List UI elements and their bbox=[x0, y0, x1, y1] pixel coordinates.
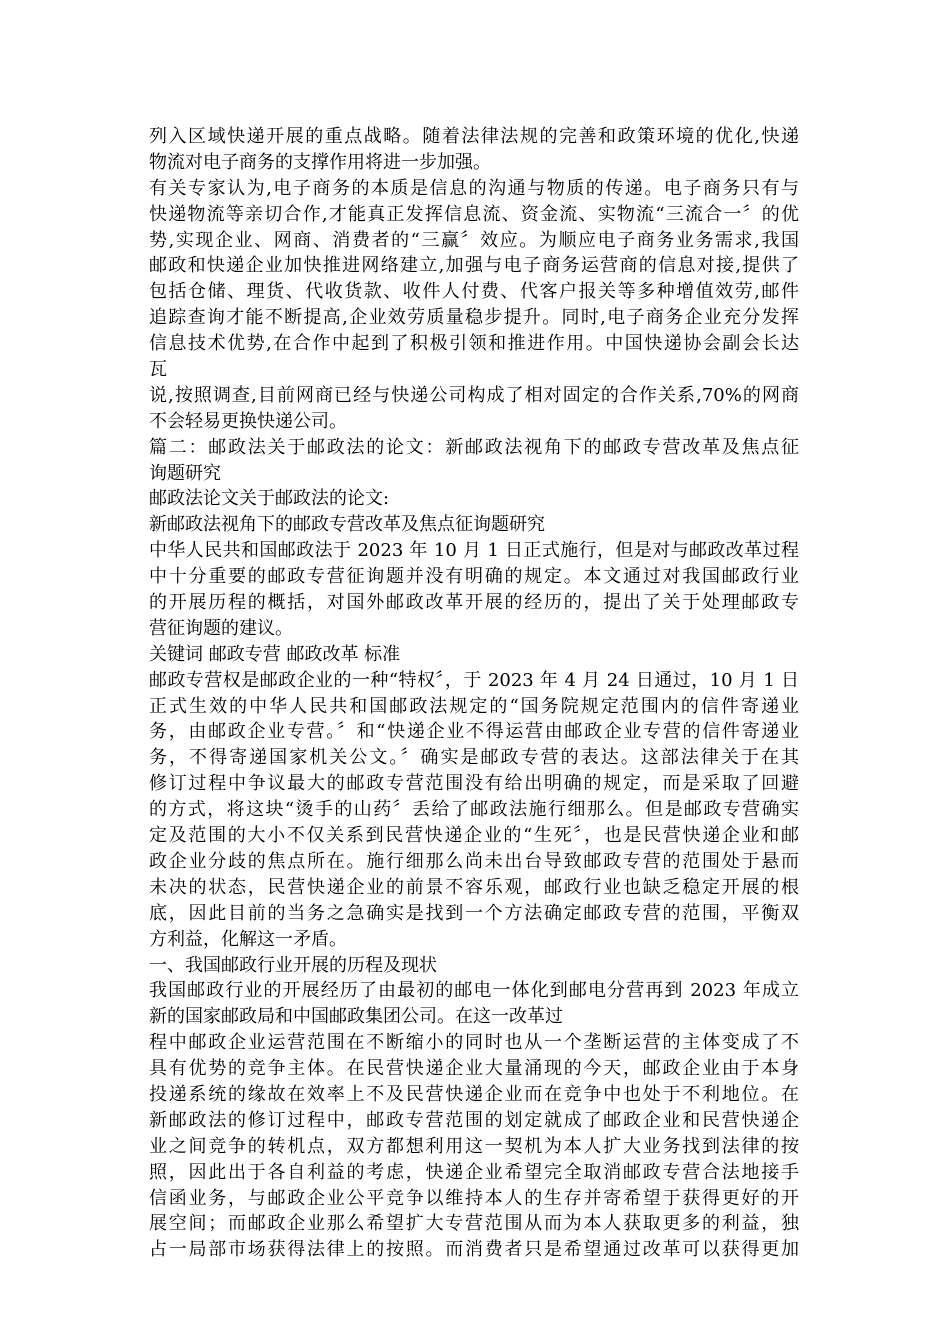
text-line: 定及范围的大小不仅关系到民营快递企业的“生死〞，也是民营快递企业和邮 bbox=[149, 825, 799, 847]
text-line: 展空间；而邮政企业那么希望扩大专营范围从而为本人获取更多的利益，独 bbox=[149, 1213, 799, 1235]
text-line: 正式生效的中华人民共和国邮政法规定的“国务院规定范围内的信件寄递业 bbox=[149, 695, 799, 717]
text-line: 中十分重要的邮政专营征询题并没有明确的规定。本文通过对我国邮政行业 bbox=[149, 566, 799, 588]
text-line: 势,实现企业、网商、消费者的“三赢〞效应。为顺应电子商务业务需求,我国 bbox=[149, 229, 799, 251]
text-line: 邮政和快递企业加快推进网络建立,加强与电子商务运营商的信息对接,提供了 bbox=[149, 255, 799, 277]
text-line: 说,按照调查,目前网商已经与快递公司构成了相对固定的合作关系,70%的网商 bbox=[149, 384, 799, 406]
text-line: 方利益，化解这一矛盾。 bbox=[149, 928, 347, 950]
text-line: 具有优势的竞争主体。在民营快递企业大量涌现的今天，邮政企业由于本身 bbox=[149, 1058, 799, 1080]
text-line: 一、我国邮政行业开展的历程及现状 bbox=[149, 954, 437, 976]
text-line: 列入区域快递开展的重点战略。随着法律法规的完善和政策环境的优化,快递 bbox=[149, 126, 799, 147]
text-line: 信函业务，与邮政企业公平竞争以维持本人的生存并寄希望于获得更好的开 bbox=[149, 1187, 799, 1209]
text-line: 新邮政法的修订过程中，邮政专营范围的划定就成了邮政企业和民营快递企 bbox=[149, 1109, 799, 1131]
text-line: 的开展历程的概括，对国外邮政改革开展的经历的，提出了关于处理邮政专 bbox=[149, 592, 799, 614]
text-line: 有关专家认为,电子商务的本质是信息的沟通与物质的传递。电子商务只有与 bbox=[149, 177, 799, 199]
text-line: 中华人民共和国邮政法于 2023 年 10 月 1 日正式施行，但是对与邮政改革过程 bbox=[149, 540, 799, 562]
text-line: 底，因此目前的当务之急确实是找到一个方法确定邮政专营的范围，平衡双 bbox=[149, 902, 799, 924]
text-line: 不会轻易更换快递公司。 bbox=[149, 410, 347, 432]
text-line: 邮政专营权是邮政企业的一种“特权〞，于 2023 年 4 月 24 日通过，10 月 1 日 bbox=[149, 669, 799, 691]
text-line: 投递系统的缘故在效率上不及民营快递企业而在竞争中也处于不利地位。在 bbox=[149, 1083, 799, 1105]
text-line: 务，由邮政企业专营。〞和“快递企业不得运营由邮政企业专营的信件寄递业 bbox=[149, 721, 799, 743]
text-line: 邮政法论文关于邮政法的论文: bbox=[149, 488, 390, 510]
text-line: 询题研究 bbox=[149, 462, 221, 484]
text-line: 占一局部市场获得法律上的按照。而消费者只是希望通过改革可以获得更加 bbox=[149, 1239, 799, 1261]
text-line: 务，不得寄递国家机关公文。〞确实是邮政专营的表达。这部法律关于在其 bbox=[149, 747, 799, 769]
text-line: 关键词 邮政专营 邮政改革 标准 bbox=[149, 643, 401, 665]
text-line: 包括仓储、理货、代收货款、收件人付费、代客户报关等多种增值效劳,邮件 bbox=[149, 281, 799, 303]
text-line: 营征询题的建议。 bbox=[149, 617, 293, 639]
document-page bbox=[149, 124, 799, 1263]
text-line: 瓦 bbox=[149, 359, 167, 381]
text-line: 未决的状态，民营快递企业的前景不容乐观，邮政行业也缺乏稳定开展的根 bbox=[149, 876, 799, 898]
text-line: 新邮政法视角下的邮政专营改革及焦点征询题研究 bbox=[149, 514, 545, 536]
text-line: 快递物流等亲切合作,才能真正发挥信息流、资金流、实物流“三流合一〞的优 bbox=[149, 203, 799, 225]
text-line: 的方式，将这块“烫手的山药〞丢给了邮政法施行细那么。但是邮政专营确实 bbox=[149, 799, 799, 821]
text-line: 程中邮政企业运营范围在不断缩小的同时也从一个垄断运营的主体变成了不 bbox=[149, 1032, 799, 1054]
text-line: 篇二：邮政法关于邮政法的论文：新邮政法视角下的邮政专营改革及焦点征 bbox=[149, 436, 799, 458]
text-line: 业之间竞争的转机点，双方都想利用这一契机为本人扩大业务找到法律的按 bbox=[149, 1135, 799, 1157]
text-line: 修订过程中争议最大的邮政专营范围没有给出明确的规定，而是采取了回避 bbox=[149, 773, 799, 795]
text-line: 追踪查询才能不断提高,企业效劳质量稳步提升。同时,电子商务企业充分发挥 bbox=[149, 307, 799, 329]
text-line: 物流对电子商务的支撑作用将进一步加强。 bbox=[149, 151, 491, 173]
text-line: 我国邮政行业的开展经历了由最初的邮电一体化到邮电分营再到 2023 年成立 bbox=[149, 980, 799, 1002]
text-line: 新的国家邮政局和中国邮政集团公司。在这一改革过 bbox=[149, 1006, 563, 1028]
text-line: 信息技术优势,在合作中起到了积极引领和推进作用。中国快递协会副会长达 bbox=[149, 333, 799, 355]
text-line: 照，因此出于各自利益的考虑，快递企业希望完全取消邮政专营合法地接手 bbox=[149, 1161, 799, 1183]
text-line: 政企业分歧的焦点所在。施行细那么尚未出台导致邮政专营的范围处于悬而 bbox=[149, 850, 799, 872]
